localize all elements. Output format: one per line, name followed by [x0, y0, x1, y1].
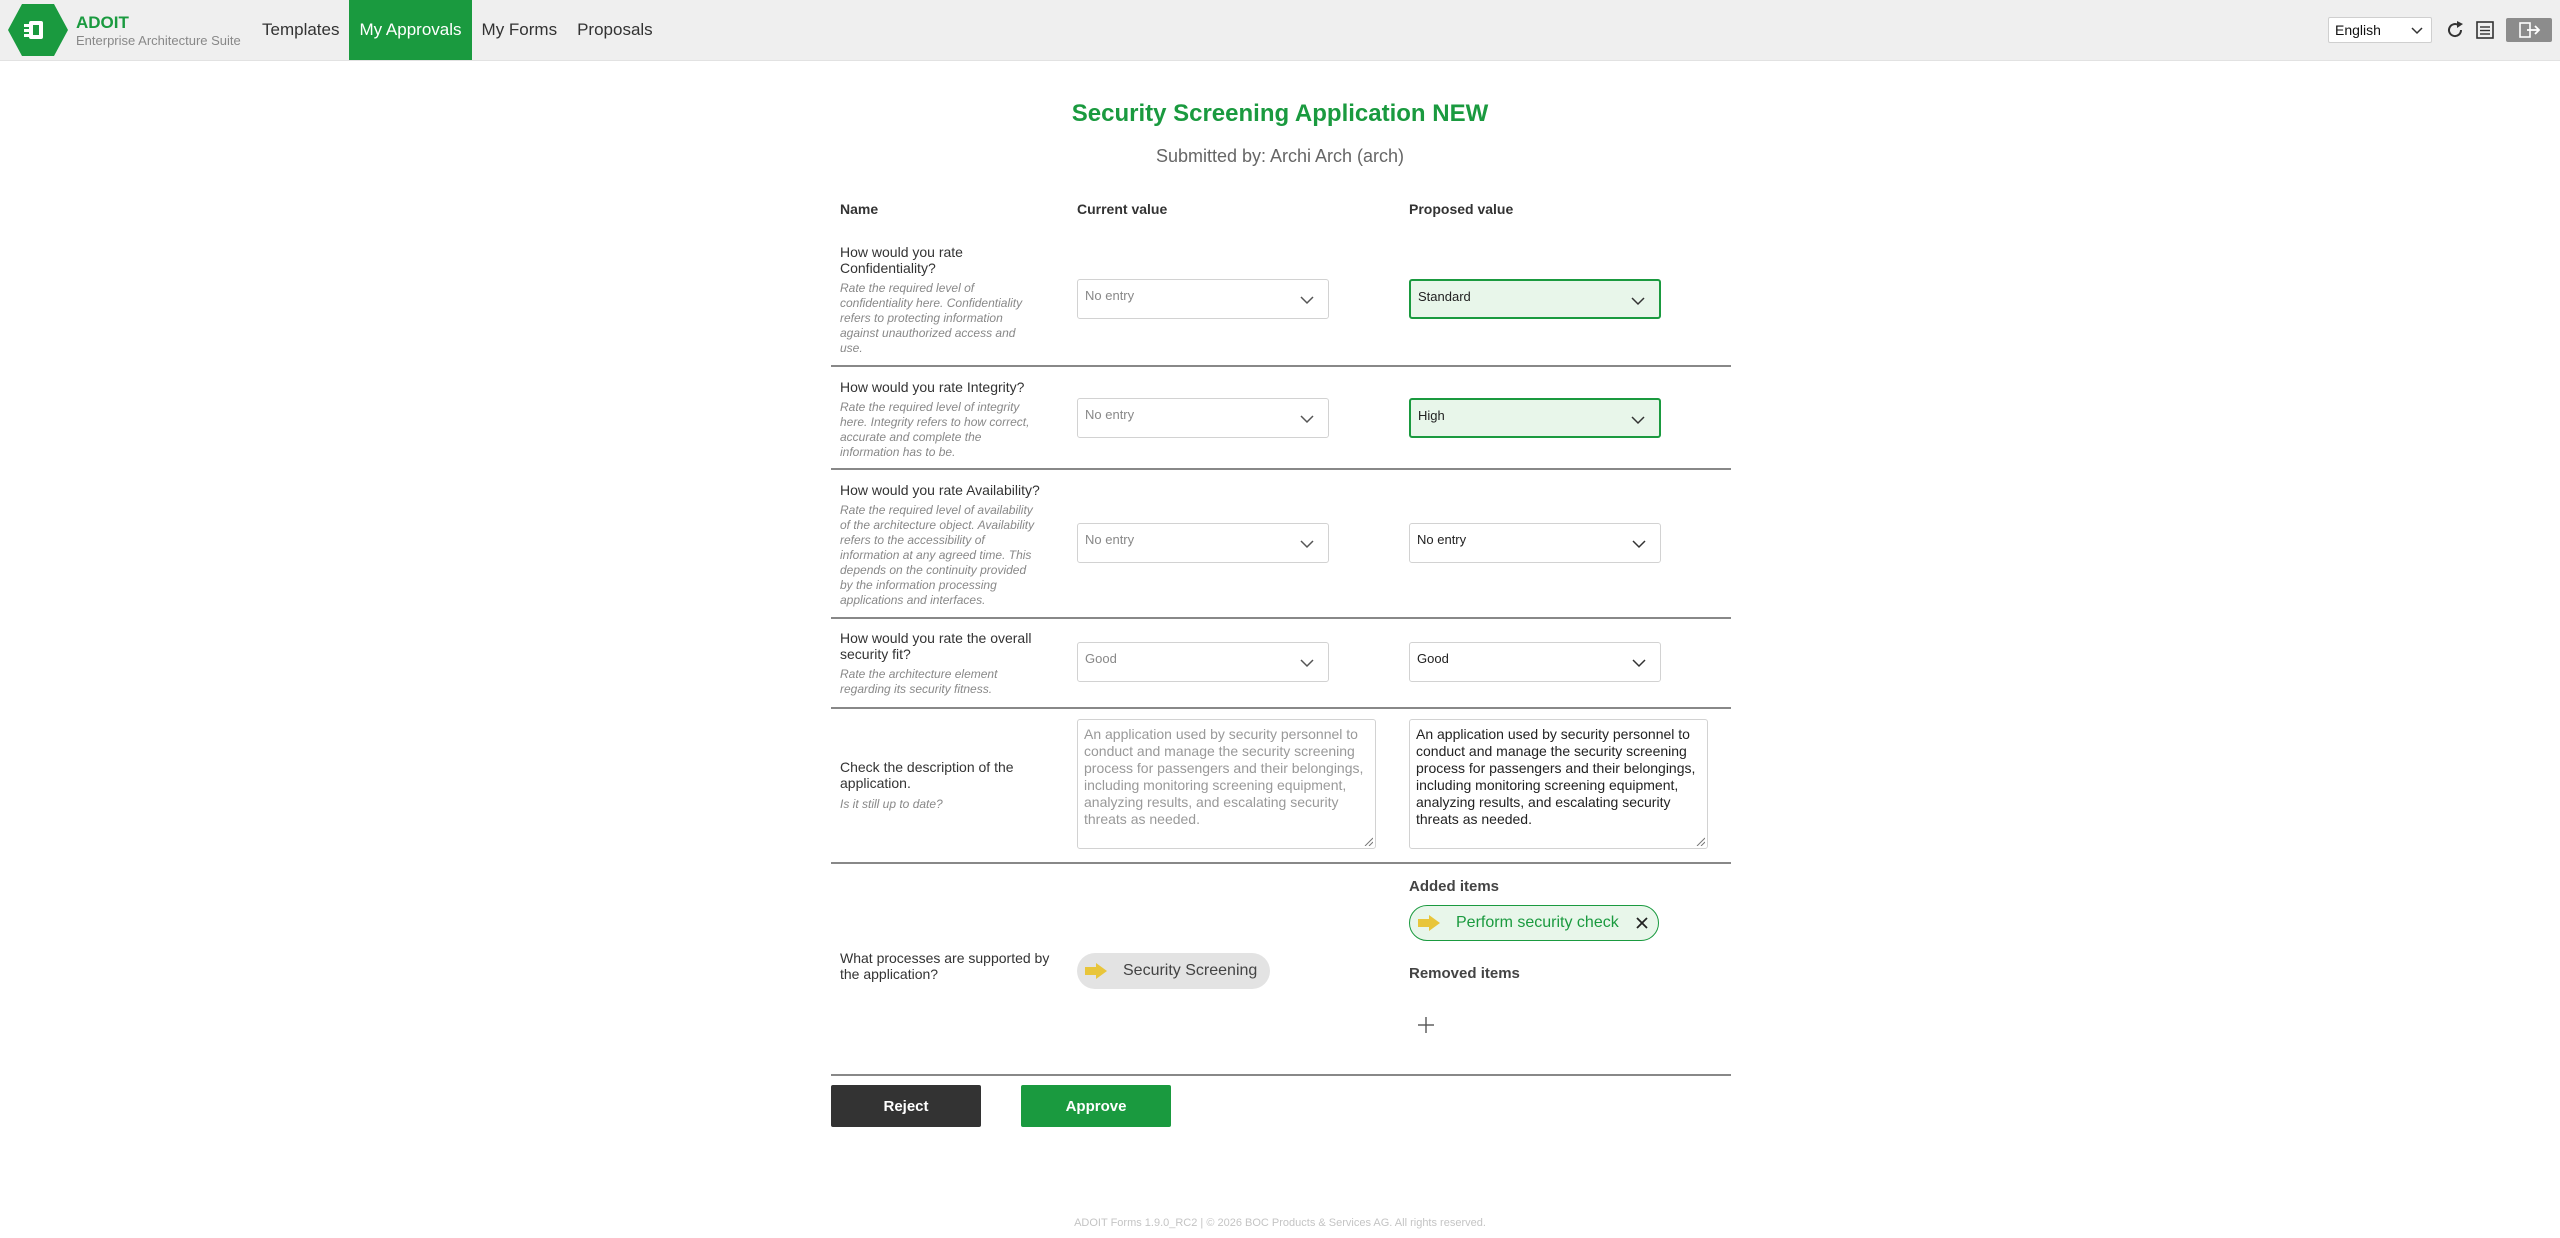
row-divider — [831, 862, 1731, 864]
removed-items-heading: Removed items — [1409, 965, 1520, 982]
current-availability-select[interactable] — [1077, 523, 1329, 563]
select-value: Good — [1085, 651, 1117, 666]
footer-copyright: ADOIT Forms 1.9.0_RC2 | © 2026 BOC Products & Services AG. All rights reserved. — [1074, 1217, 1486, 1229]
select-value: No entry — [1417, 532, 1467, 547]
adoit-logo[interactable] — [8, 4, 68, 56]
add-icon[interactable] — [1417, 1016, 1435, 1034]
column-header-name: Name — [840, 201, 879, 217]
process-arrow-icon — [1085, 963, 1107, 979]
row-divider — [831, 707, 1731, 709]
top-bar — [0, 0, 2560, 61]
chevron-down-icon — [1300, 414, 1314, 424]
current-process-chip[interactable] — [1077, 953, 1270, 989]
nav-templates[interactable]: Templates — [262, 20, 340, 39]
column-header-current: Current value — [1077, 201, 1168, 217]
question-security-fit: How would you rate the overall security fit? — [840, 630, 1032, 662]
textarea-value: An application used by security personnel to conduct and manage the security screening process for passengers and their belongings, including monitoring screening equipment, analyzing results, and escalating security threats as needed. — [1084, 726, 1364, 827]
select-value: Standard — [1418, 289, 1471, 304]
column-header-proposed: Proposed value — [1409, 201, 1514, 217]
resize-grip-icon[interactable] — [1695, 836, 1705, 846]
select-value: No entry — [1085, 288, 1135, 303]
chevron-down-icon — [1632, 539, 1646, 549]
description-integrity: Rate the required level of integrity here. Integrity refers to how correct, accurate and complete the information has to be. — [840, 400, 1030, 459]
textarea-value: An application used by security personnel to conduct and manage the security screening process for passengers and their belongings, including monitoring screening equipment, analyzing results, and escalating security threats as needed. — [1416, 726, 1696, 827]
close-icon[interactable] — [1635, 916, 1649, 930]
question-integrity: How would you rate Integrity? — [840, 379, 1025, 395]
added-items-heading: Added items — [1409, 878, 1500, 895]
select-value: High — [1418, 408, 1445, 423]
chevron-down-icon — [1300, 658, 1314, 668]
current-description-textarea[interactable] — [1077, 719, 1376, 849]
list-icon[interactable] — [2474, 19, 2496, 41]
language-select[interactable] — [2328, 17, 2432, 43]
language-value: English — [2335, 22, 2381, 38]
chip-label: Security Screening — [1123, 962, 1258, 979]
current-integrity-select[interactable] — [1077, 398, 1329, 438]
resize-grip-icon[interactable] — [1363, 836, 1373, 846]
brand-title: ADOIT — [76, 13, 129, 32]
page-title: Security Screening Application NEW — [1071, 100, 1489, 127]
approve-button[interactable]: Approve — [1021, 1085, 1171, 1127]
brand-subtitle: Enterprise Architecture Suite — [76, 33, 241, 48]
row-divider — [831, 617, 1731, 619]
description-confidentiality: Rate the required level of confidentiality here. Confidentiality refers to protecting information against unauthorized access and use. — [840, 281, 1023, 355]
question-confidentiality: How would you rate Confidentiality? — [840, 244, 963, 276]
current-security-fit-select[interactable] — [1077, 642, 1329, 682]
logout-button[interactable] — [2506, 18, 2552, 42]
description-availability: Rate the required level of availability of the architecture object. Availability refers to the accessibility of information at any agreed time. This depends on the continuity provided by the information processing applications and interfaces. — [840, 503, 1035, 607]
question-processes: What processes are supported by the application? — [840, 950, 1050, 982]
added-process-chip[interactable] — [1409, 905, 1659, 941]
select-value: Good — [1417, 651, 1449, 666]
current-confidentiality-select[interactable] — [1077, 279, 1329, 319]
question-description: Check the description of the application. — [840, 759, 1014, 791]
nav-my-forms[interactable]: My Forms — [481, 20, 558, 39]
description-description: Is it still up to date? — [840, 797, 943, 811]
proposed-confidentiality-select[interactable] — [1409, 279, 1661, 319]
chevron-down-icon — [1300, 295, 1314, 305]
row-divider — [831, 365, 1731, 367]
description-security-fit: Rate the architecture element regarding its security fitness. — [840, 667, 998, 696]
proposed-description-textarea[interactable] — [1409, 719, 1708, 849]
chevron-down-icon — [1631, 415, 1645, 425]
chevron-down-icon — [1632, 658, 1646, 668]
chevron-down-icon — [1631, 296, 1645, 306]
process-arrow-icon — [1418, 915, 1440, 931]
logout-icon — [2506, 18, 2552, 42]
main-nav — [252, 0, 663, 60]
chip-label: Perform security check — [1456, 914, 1619, 931]
chevron-down-icon — [2411, 24, 2423, 36]
select-value: No entry — [1085, 407, 1135, 422]
reject-button[interactable]: Reject — [831, 1085, 981, 1127]
chevron-down-icon — [1300, 539, 1314, 549]
select-value: No entry — [1085, 532, 1135, 547]
nav-proposals[interactable]: Proposals — [577, 20, 653, 39]
row-divider — [831, 468, 1731, 470]
question-availability: How would you rate Availability? — [840, 482, 1040, 498]
proposed-integrity-select[interactable] — [1409, 398, 1661, 438]
submitted-by: Submitted by: Archi Arch (arch) — [1155, 146, 1405, 166]
proposed-security-fit-select[interactable] — [1409, 642, 1661, 682]
row-divider — [831, 1074, 1731, 1076]
refresh-icon[interactable] — [2444, 19, 2466, 41]
nav-my-approvals[interactable]: My Approvals — [349, 0, 471, 60]
proposed-availability-select[interactable] — [1409, 523, 1661, 563]
